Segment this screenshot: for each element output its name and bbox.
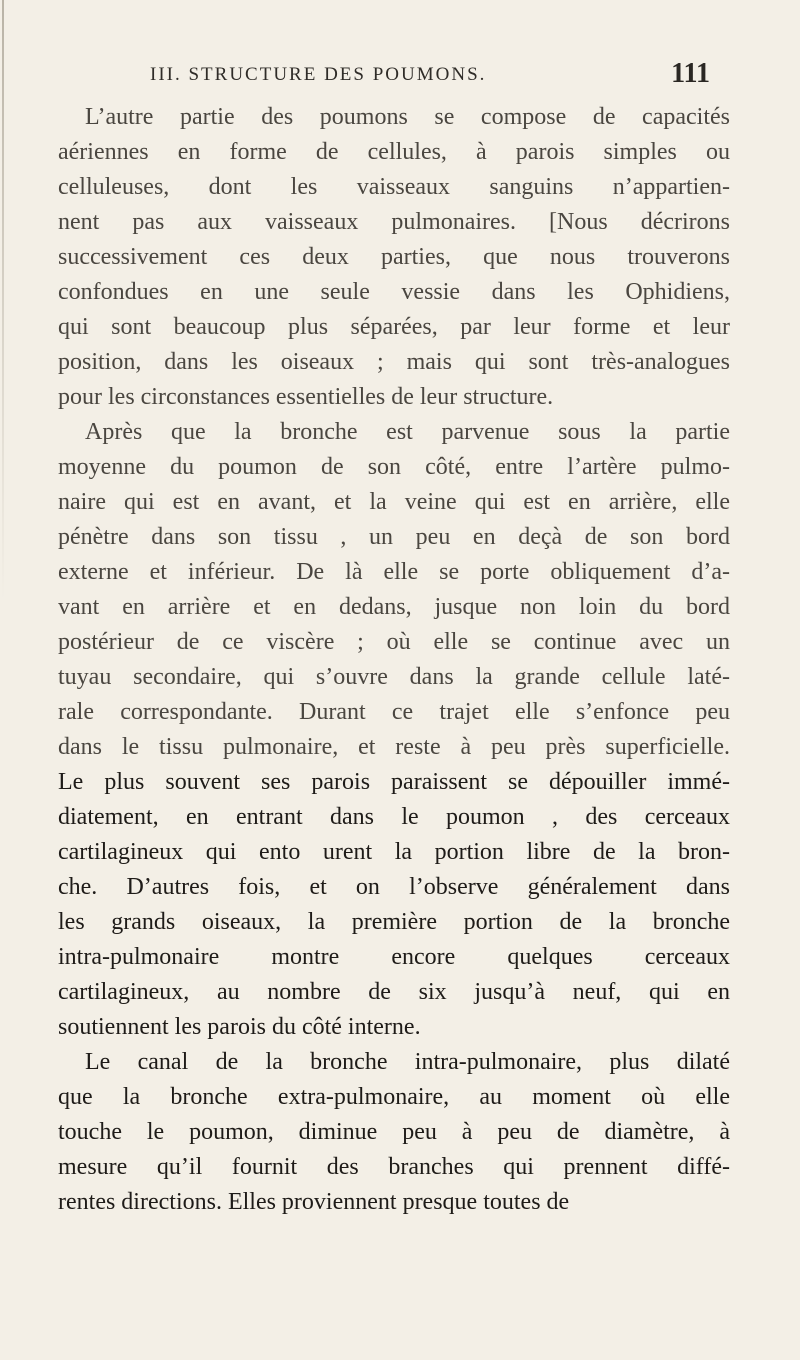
- page-header: [150, 58, 710, 98]
- text-line: che. D’autres fois, et on l’observe généralement dans: [58, 874, 730, 900]
- text-line: cartilagineux qui ento urent la portion libre de la bron-: [58, 839, 730, 865]
- text-line: touche le poumon, diminue peu à peu de diamètre, à: [58, 1119, 730, 1145]
- text-line: dans le tissu pulmonaire, et reste à peu près superficielle.: [58, 734, 730, 760]
- text-line: confondues en une seule vessie dans les Ophidiens,: [58, 279, 730, 305]
- text-line: position, dans les oiseaux ; mais qui sont très-analogues: [58, 349, 730, 375]
- text-line: pénètre dans son tissu , un peu en deçà de son bord: [58, 524, 730, 550]
- text-line: les grands oiseaux, la première portion de la bronche: [58, 909, 730, 935]
- text-line: cartilagineux, au nombre de six jusqu’à neuf, qui en: [58, 979, 730, 1005]
- text-line: que la bronche extra-pulmonaire, au moment où elle: [58, 1084, 730, 1110]
- paragraph: [58, 100, 730, 415]
- text-line: intra-pulmonaire montre encore quelques cerceaux: [58, 944, 730, 970]
- paragraph: [58, 415, 730, 1045]
- text-line: Après que la bronche est parvenue sous la partie: [85, 419, 730, 445]
- text-line: moyenne du poumon de son côté, entre l’artère pulmo-: [58, 454, 730, 480]
- text-line: Le canal de la bronche intra-pulmonaire, plus dilaté: [85, 1049, 730, 1075]
- paragraph: [58, 1045, 730, 1220]
- running-title: III. STRUCTURE DES POUMONS.: [150, 64, 487, 85]
- text-line: rale correspondante. Durant ce trajet elle s’enfonce peu: [58, 699, 730, 725]
- text-line: qui sont beaucoup plus séparées, par leur forme et leur: [58, 314, 730, 340]
- text-line: pour les circonstances essentielles de leur structure.: [58, 384, 554, 410]
- text-line: tuyau secondaire, qui s’ouvre dans la grande cellule laté-: [58, 664, 730, 690]
- text-line: externe et inférieur. De là elle se porte obliquement d’a-: [58, 559, 730, 585]
- page-number: 111: [671, 58, 710, 89]
- text-line: nent pas aux vaisseaux pulmonaires. [Nous décrirons: [58, 209, 730, 235]
- text-line: vant en arrière et en dedans, jusque non loin du bord: [58, 594, 730, 620]
- text-line: rentes directions. Elles proviennent presque toutes de: [58, 1189, 570, 1215]
- text-line: diatement, en entrant dans le poumon , des cerceaux: [58, 804, 730, 830]
- page-binding-edge: [2, 0, 4, 600]
- text-line: celluleuses, dont les vaisseaux sanguins n’appartien-: [58, 174, 730, 200]
- text-line: naire qui est en avant, et la veine qui est en arrière, elle: [58, 489, 730, 515]
- body-text: [58, 100, 730, 1220]
- text-line: Le plus souvent ses parois paraissent se dépouiller immé-: [58, 769, 730, 795]
- text-line: mesure qu’il fournit des branches qui prennent diffé-: [58, 1154, 730, 1180]
- text-line: soutiennent les parois du côté interne.: [58, 1014, 421, 1040]
- text-line: aériennes en forme de cellules, à parois simples ou: [58, 139, 730, 165]
- text-line: L’autre partie des poumons se compose de capacités: [85, 104, 730, 130]
- text-line: successivement ces deux parties, que nous trouverons: [58, 244, 730, 270]
- text-line: postérieur de ce viscère ; où elle se continue avec un: [58, 629, 730, 655]
